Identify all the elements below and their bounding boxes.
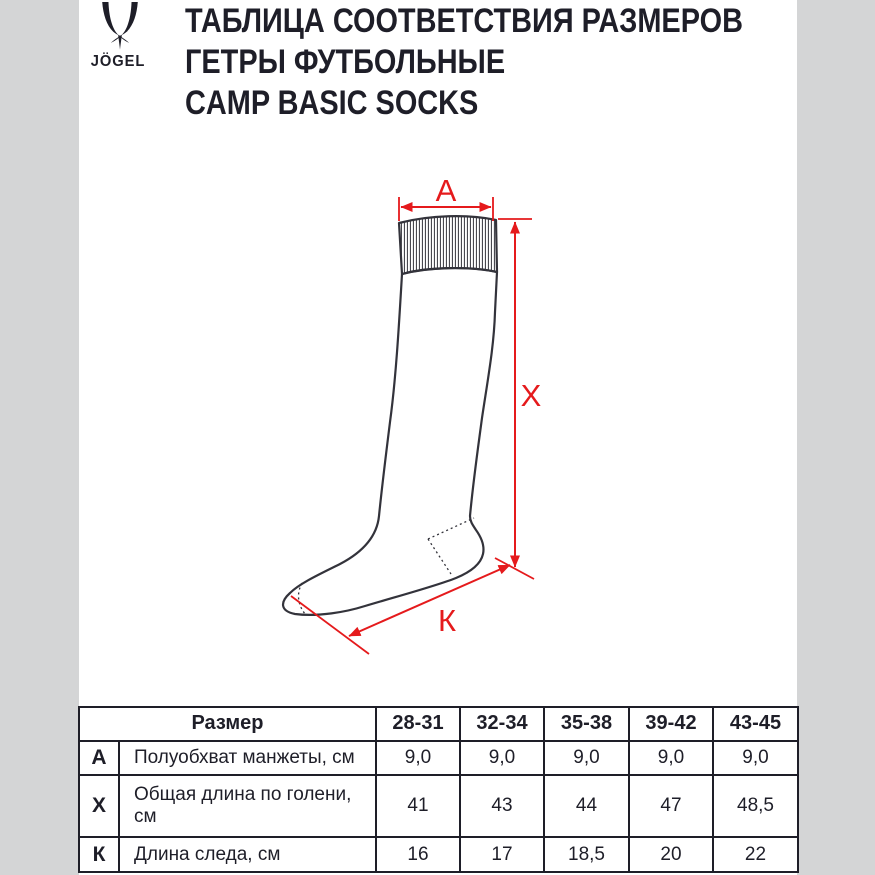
sock-cuff-rib xyxy=(399,216,497,274)
dim-label-x: Х xyxy=(520,378,542,413)
dim-label-k: К xyxy=(437,603,457,638)
row-param-cell: Длина следа, см xyxy=(119,837,376,872)
title-line-1: ТАБЛИЦА СООТВЕТСТВИЯ РАЗМЕРОВ xyxy=(185,2,743,40)
header-size-cell: 32-34 xyxy=(460,707,544,741)
sock-diagram xyxy=(250,150,600,680)
size-table xyxy=(78,706,799,873)
page-title xyxy=(185,1,743,124)
row-letter-cell: А xyxy=(79,741,119,776)
row-letter-cell: К xyxy=(79,837,119,872)
value-cell: 9,0 xyxy=(544,741,629,776)
left-gray-band xyxy=(0,0,79,875)
sock-outline xyxy=(283,268,497,615)
value-cell: 9,0 xyxy=(713,741,798,776)
value-cell: 22 xyxy=(713,837,798,872)
value-cell: 43 xyxy=(460,775,544,837)
value-cell: 44 xyxy=(544,775,629,837)
row-param-cell: Общая длина по голени, см xyxy=(119,775,376,837)
value-cell: 20 xyxy=(629,837,713,872)
row-letter-cell: Х xyxy=(79,775,119,837)
value-cell: 9,0 xyxy=(460,741,544,776)
value-cell: 18,5 xyxy=(544,837,629,872)
value-cell: 17 xyxy=(460,837,544,872)
title-line-3: CAMP BASIC SOCKS xyxy=(185,84,479,122)
header-size-cell: 39-42 xyxy=(629,707,713,741)
header-size-cell: 28-31 xyxy=(376,707,460,741)
row-param-cell: Полуобхват манжеты, см xyxy=(119,741,376,776)
jogel-wordmark: JÖGEL xyxy=(90,53,146,70)
right-gray-band xyxy=(797,0,875,875)
jogel-brand-icon xyxy=(97,2,143,52)
value-cell: 16 xyxy=(376,837,460,872)
header-size-cell: 43-45 xyxy=(713,707,798,741)
table-row-a xyxy=(79,741,798,776)
value-cell: 9,0 xyxy=(629,741,713,776)
header-param-cell: Размер xyxy=(79,707,376,741)
header-size-cell: 35-38 xyxy=(544,707,629,741)
value-cell: 9,0 xyxy=(376,741,460,776)
dim-label-a: А xyxy=(435,173,457,208)
value-cell: 47 xyxy=(629,775,713,837)
value-cell: 48,5 xyxy=(713,775,798,837)
title-line-2: ГЕТРЫ ФУТБОЛЬНЫЕ xyxy=(185,43,506,81)
table-row-x xyxy=(79,775,798,837)
table-row-k xyxy=(79,837,798,872)
table-header-row xyxy=(79,707,798,741)
value-cell: 41 xyxy=(376,775,460,837)
